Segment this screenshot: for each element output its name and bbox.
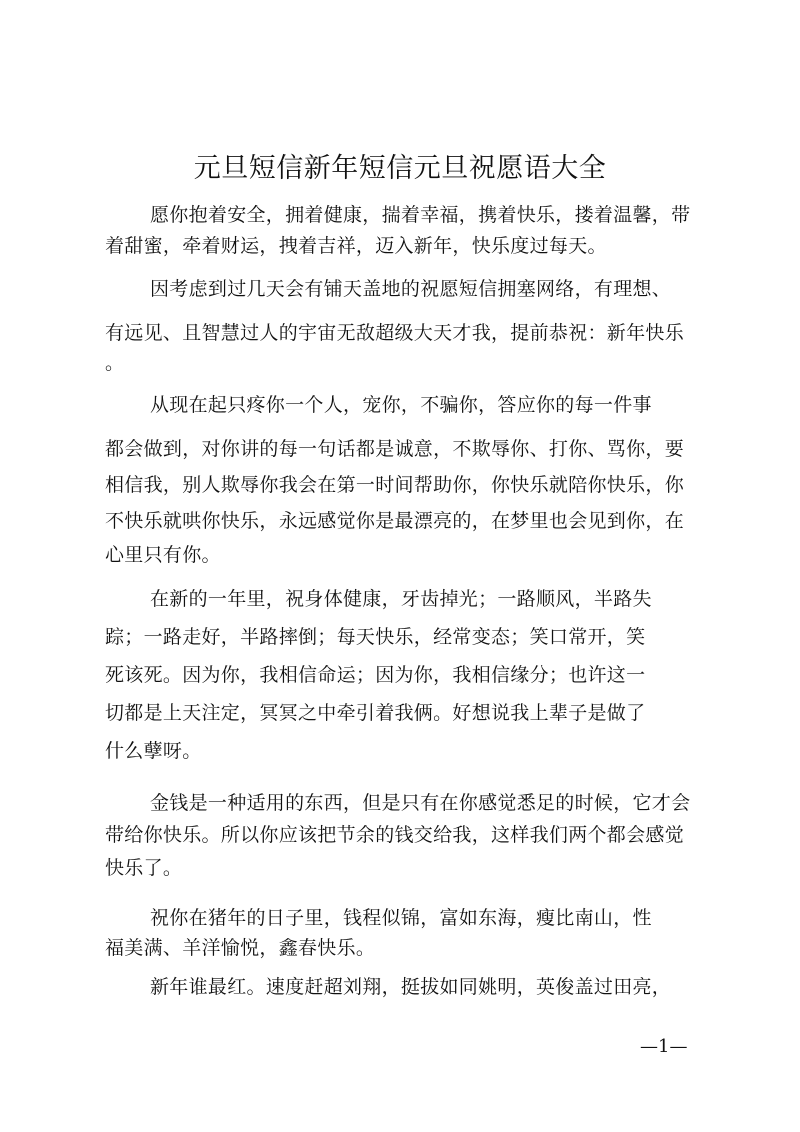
page-number: —1— bbox=[640, 1036, 688, 1057]
document-title: 元旦短信新年短信元旦祝愿语大全 bbox=[193, 153, 607, 184]
paragraph-line: 快乐了。 bbox=[105, 857, 183, 879]
paragraph-line: 从现在起只疼你一个人，宠你，不骗你，答应你的每一件事 bbox=[150, 394, 652, 416]
paragraph-line: 金钱是一种适用的东西，但是只有在你感觉悉足的时候，它才会 bbox=[150, 792, 691, 814]
paragraph-line: 愿你抱着安全，拥着健康，揣着幸福，携着快乐，搂着温馨，带 bbox=[150, 204, 691, 226]
paragraph-line: 死该死。因为你，我相信命运；因为你，我相信缘分；也许这一 bbox=[105, 664, 646, 686]
paragraph-line: 都会做到，对你讲的每一句话都是诚意，不欺辱你、打你、骂你，要 bbox=[105, 438, 685, 460]
paragraph-line: 踪；一路走好，半路摔倒；每天快乐，经常变态；笑口常开，笑 bbox=[105, 626, 646, 648]
paragraph-line: 因考虑到过几天会有铺天盖地的祝愿短信拥塞网络，有理想、 bbox=[150, 278, 672, 300]
paragraph-line: 福美满、羊洋愉悦，鑫春快乐。 bbox=[105, 937, 376, 959]
paragraph-line: 心里只有你。 bbox=[105, 544, 221, 566]
paragraph-line: 着甜蜜，牵着财运，拽着吉祥，迈入新年，快乐度过每天。 bbox=[105, 235, 607, 257]
paragraph-line: 有远见、且智慧过人的宇宙无敌超级大天才我，提前恭祝：新年快乐 bbox=[105, 322, 685, 344]
paragraph-line: 在新的一年里，祝身体健康，牙齿掉光；一路顺风，半路失 bbox=[150, 588, 652, 610]
paragraph-line: 祝你在猪年的日子里，钱程似锦，富如东海，瘦比南山，性 bbox=[150, 907, 652, 929]
paragraph-line: 带给你快乐。所以你应该把节余的钱交给我，这样我们两个都会感觉 bbox=[105, 824, 685, 846]
paragraph-line: 什么孽呀。 bbox=[105, 740, 202, 762]
paragraph-line: 。 bbox=[105, 352, 125, 374]
paragraph-line: 切都是上天注定，冥冥之中牵引着我俩。好想说我上辈子是做了 bbox=[105, 702, 646, 724]
paragraph-line: 新年谁最红。速度赶超刘翔，挺拔如同姚明，英俊盖过田亮， bbox=[150, 976, 672, 998]
paragraph-line: 相信我，别人欺辱你我会在第一时间帮助你，你快乐就陪你快乐，你 bbox=[105, 474, 685, 496]
paragraph-line: 不快乐就哄你快乐，永远感觉你是最漂亮的，在梦里也会见到你，在 bbox=[105, 510, 685, 532]
